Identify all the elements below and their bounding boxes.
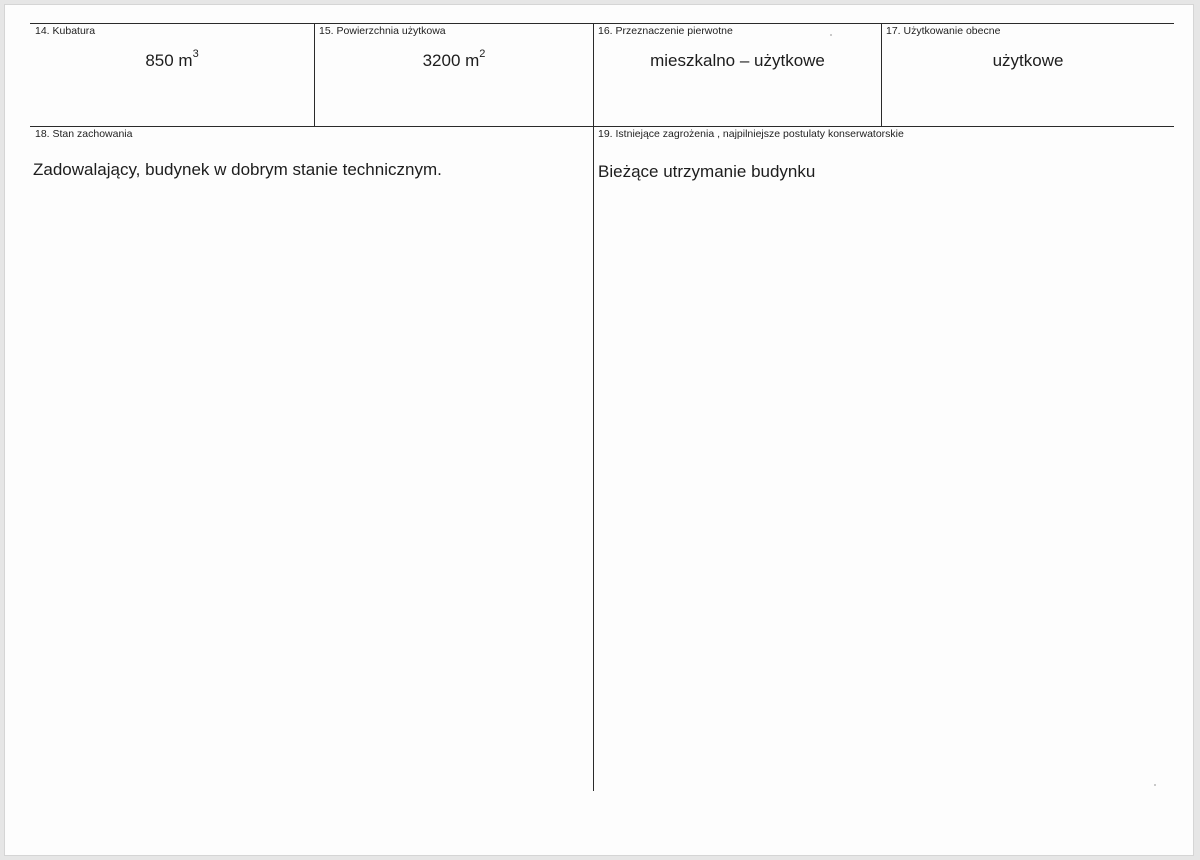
field-16-label: 16. Przeznaczenie pierwotne [598, 25, 733, 37]
field-15-label: 15. Powierzchnia użytkowa [319, 25, 446, 37]
form-sheet [4, 4, 1194, 856]
field-15-unit-exponent: 2 [479, 48, 486, 61]
scan-speck [830, 34, 832, 36]
field-14-value [30, 48, 314, 71]
scan-speck [1154, 784, 1156, 786]
field-14-unit-exponent: 3 [192, 48, 199, 61]
field-19-text: Bieżące utrzymanie budynku [598, 162, 816, 181]
field-17-label: 17. Użytkowanie obecne [886, 25, 1001, 37]
divider-14-15 [314, 23, 315, 127]
divider-15-16 [593, 23, 594, 791]
divider-16-17 [881, 23, 882, 127]
field-17-value: użytkowe [992, 51, 1064, 70]
field-19-label: 19. Istniejące zagrożenia , najpilniejsze postulaty konserwatorskie [598, 128, 904, 140]
field-15-number: 3200 m [422, 51, 480, 70]
field-16-value: mieszkalno – użytkowe [650, 51, 825, 70]
field-14-label: 14. Kubatura [35, 25, 96, 37]
field-18-text: Zadowalający, budynek w dobrym stanie technicznym. [33, 160, 442, 179]
middle-rule [30, 126, 1174, 127]
field-15-value [315, 48, 593, 71]
field-18-label: 18. Stan zachowania [35, 128, 133, 140]
field-14-number: 850 m [145, 51, 193, 70]
top-rule [30, 23, 1174, 24]
